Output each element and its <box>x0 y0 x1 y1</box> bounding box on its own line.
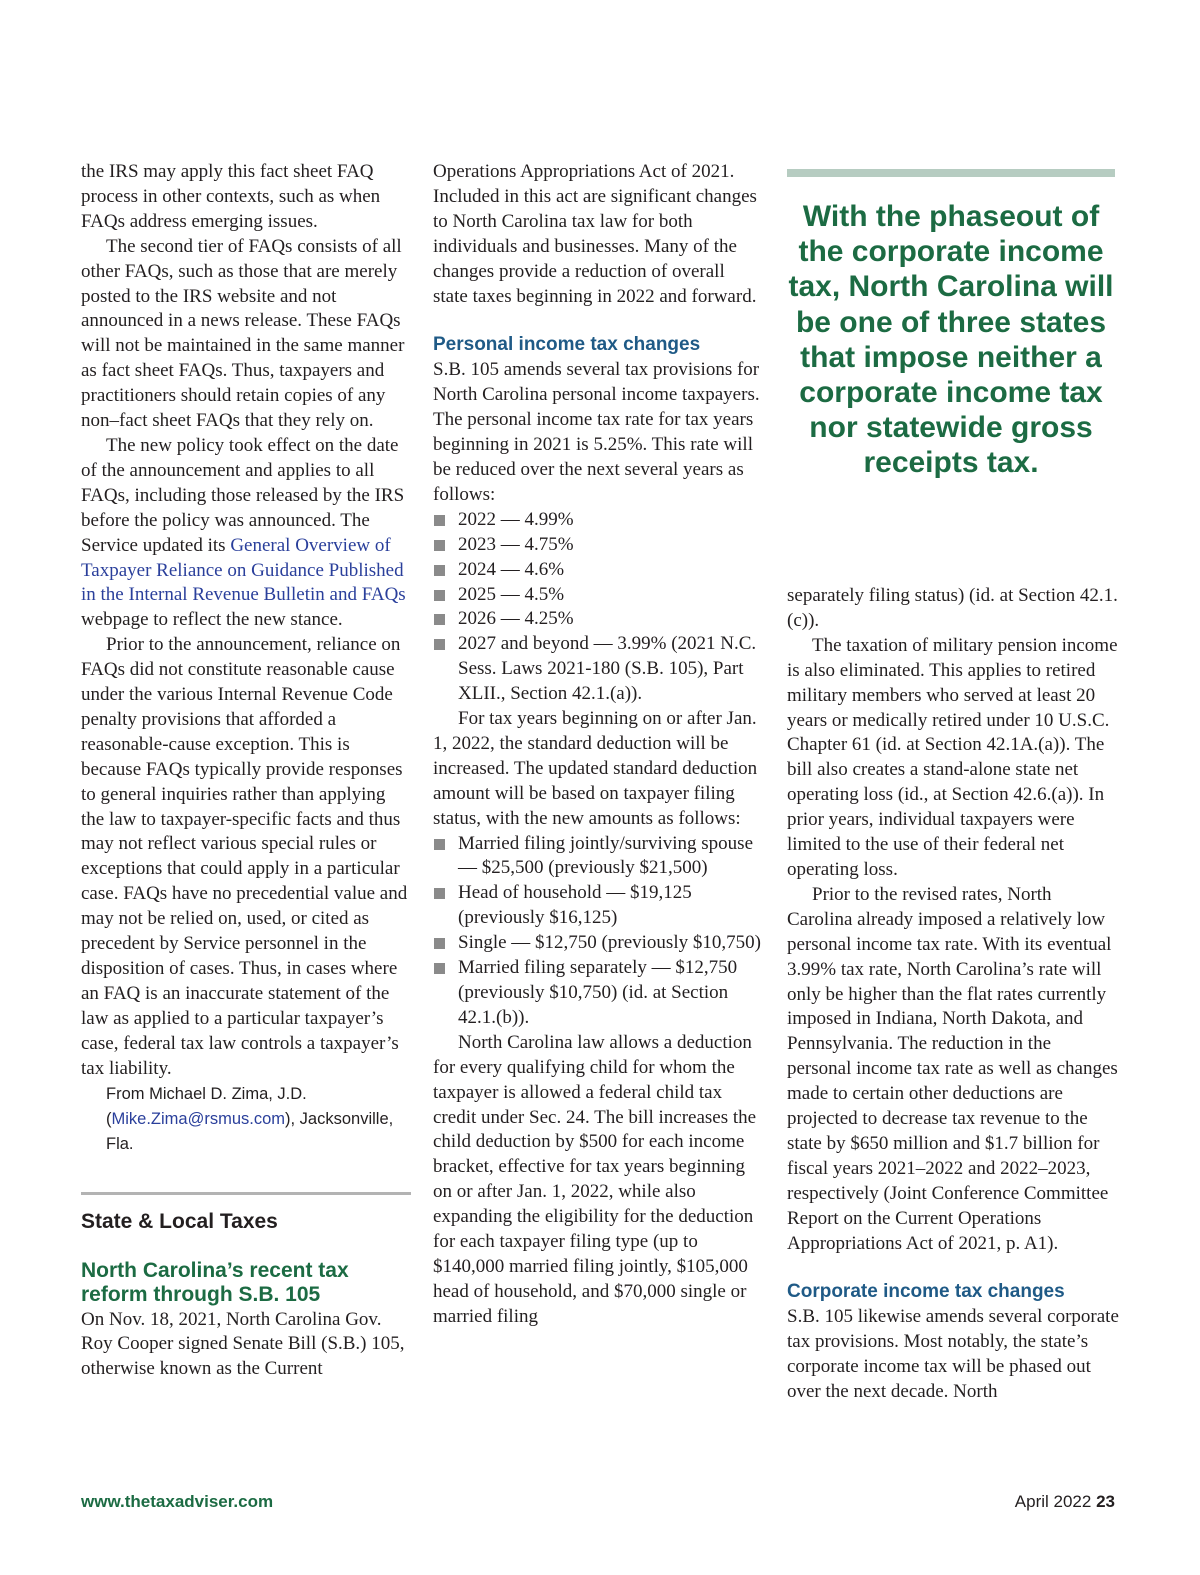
list-item: 2022 — 4.99% <box>433 508 763 533</box>
paragraph: Prior to the revised rates, North Carolina already imposed a relatively low personal income tax rate. With its eventual 3.99% tax rate, North Carolina’s rate will only be higher than the flat rates currently imposed in Indiana, North Dakota, and Pennsylvania. The reduction in the personal income tax rate as well as changes made to certain other deductions are projected to decrease tax revenue to the state by $650 million and $1.7 billion for fiscal years 2021–2022 and 2022–2023, respectively (Joint Conference Committee Report on the Current Operations Appropriations Act of 2021, p. A1). <box>787 883 1118 1254</box>
paragraph: the IRS may apply this fact sheet FAQ process in other contexts, such as when FAQs address emerging issues. <box>81 161 381 232</box>
list-item: 2024 — 4.6% <box>433 558 763 583</box>
paragraph: North Carolina law allows a deduction for every qualifying child for whom the taxpayer is allowed a federal child tax credit under Sec. 24. The bill increases the child deduction by $500 for each income bracket, effective for tax years beginning on or after Jan. 1, 2022, while also expanding the eligibility for the deduction for each taxpayer filing type (up to $140,000 married filing jointly, $105,000 head of household, and $70,000 single or married filing <box>433 1031 757 1327</box>
author-credit: From Michael D. Zima, J.D. (Mike.Zima@rsmus.com), Jacksonville, Fla. <box>106 1084 394 1153</box>
list-item: 2027 and beyond — 3.99% (2021 N.C. Sess. Laws 2021-180 (S.B. 105), Part XLII., Section 42.1.(a)). <box>433 632 763 707</box>
bullet-square-icon <box>434 515 445 526</box>
article-title: North Carolina’s recent tax reform through S.B. 105 <box>81 1258 349 1307</box>
bullet-square-icon <box>434 963 445 974</box>
bullet-square-icon <box>434 614 445 625</box>
paragraph: The second tier of FAQs consists of all other FAQs, such as those that are merely posted to the IRS website and not announced in a news release. These FAQs will not be maintained in the same manner as fact sheet FAQs. Thus, taxpayers and practitioners should retain copies of any non–fact sheet FAQs that they rely on. <box>81 235 405 432</box>
pull-quote-text: With the phaseout of the corporate income tax, North Carolina will be one of three states that impose neither a corporate income tax nor statewide gross receipts tax. <box>788 200 1114 480</box>
list-item: 2025 — 4.5% <box>433 583 763 608</box>
list-item: Married filing separately — $12,750 (previously $10,750) (id. at Section 42.1.(b)). <box>433 956 763 1031</box>
paragraph: separately filing status) (id. at Section 42.1.(c)). <box>787 585 1118 631</box>
column-2 <box>433 160 763 1330</box>
subheading-personal-income-tax: Personal income tax changes <box>433 334 701 356</box>
bullet-square-icon <box>434 938 445 949</box>
list-item: Single — $12,750 (previously $10,750) <box>433 931 763 956</box>
page-number: 23 <box>1096 1492 1115 1511</box>
bullet-square-icon <box>434 590 445 601</box>
bullet-square-icon <box>434 565 445 576</box>
paragraph: The taxation of military pension income is also eliminated. This applies to retired military members who served at least 20 years or medically retired under 10 U.S.C. Chapter 61 (id. at Section 42.1A.(a)). The bill also creates a stand-alone state net operating loss (id., at Section 42.6.(a)). In prior years, individual taxpayers were limited to the use of their federal net operating loss. <box>787 634 1118 880</box>
paragraph: S.B. 105 amends several tax provisions for North Carolina personal income taxpayers. The personal income tax rate for tax years beginning in 2021 is 5.25%. This rate will be reduced over the next several years as follows: <box>433 359 760 505</box>
list-item: 2023 — 4.75% <box>433 533 763 558</box>
pull-quote-bar <box>787 169 1115 177</box>
column-1 <box>81 160 411 1382</box>
pull-quote <box>787 169 1115 481</box>
general-overview-link[interactable]: General Overview of Taxpayer Reliance on Guidance Published in the Internal Revenue Bulletin and FAQs <box>81 534 406 606</box>
rate-list <box>433 508 763 707</box>
paragraph: Prior to the announcement, reliance on FAQs did not constitute reasonable cause under the various Internal Revenue Code penalty provisions that afforded a reasonable-cause exception. This is because FAQs typically provide responses to general inquiries rather than applying the law to taxpayer-specific facts and thus may not reflect various special rules or exceptions that could apply in a particular case. FAQs have no precedential value and may not be relied on, used, or cited as precedent by Service personnel in the disposition of cases. Thus, in cases where an FAQ is an inaccurate statement of the law as applied to a particular taxpayer’s case, federal tax law controls a taxpayer’s tax liability. <box>81 634 408 1079</box>
footer-website: www.thetaxadviser.com <box>81 1492 274 1511</box>
paragraph: On Nov. 18, 2021, North Carolina Gov. Roy Cooper signed Senate Bill (S.B.) 105, otherwise known as the Current <box>81 1308 405 1380</box>
bullet-square-icon <box>434 540 445 551</box>
paragraph: The new policy took effect on the date of the announcement and applies to all FAQs, including those released by the IRS before the policy was announced. The Service updated its General Overview of Taxpayer Reliance on Guidance Published in the Internal Revenue Bulletin and FAQs webpage to reflect the new stance. <box>81 434 406 631</box>
list-item: 2026 — 4.25% <box>433 607 763 632</box>
bullet-square-icon <box>434 839 445 850</box>
footer-page-info <box>1015 1492 1115 1512</box>
section-title: State & Local Taxes <box>81 1209 278 1233</box>
subheading-corporate-income-tax: Corporate income tax changes <box>787 1281 1065 1303</box>
paragraph: S.B. 105 likewise amends several corporate tax provisions. Most notably, the state’s corporate income tax will be phased out over the next decade. North <box>787 1306 1119 1403</box>
paragraph: Operations Appropriations Act of 2021. Included in this act are significant changes to North Carolina tax law for both individuals and businesses. Many of the changes provide a reduction of overall state taxes beginning in 2022 and forward. <box>433 161 757 307</box>
issue-date: April 2022 <box>1014 1492 1092 1511</box>
bullet-square-icon <box>434 639 445 650</box>
bullet-square-icon <box>434 888 445 899</box>
list-item: Head of household — $19,125 (previously $16,125) <box>433 881 763 931</box>
section-divider <box>81 1192 411 1195</box>
column-3 <box>787 584 1119 1405</box>
deduction-list <box>433 832 763 1031</box>
author-email-link[interactable]: Mike.Zima@rsmus.com <box>111 1109 286 1128</box>
paragraph: For tax years beginning on or after Jan. 1, 2022, the standard deduction will be increased. The updated standard deduction amount will be based on taxpayer filing status, with the new amounts as follows: <box>433 708 758 829</box>
list-item: Married filing jointly/surviving spouse — $25,500 (previously $21,500) <box>433 832 763 882</box>
